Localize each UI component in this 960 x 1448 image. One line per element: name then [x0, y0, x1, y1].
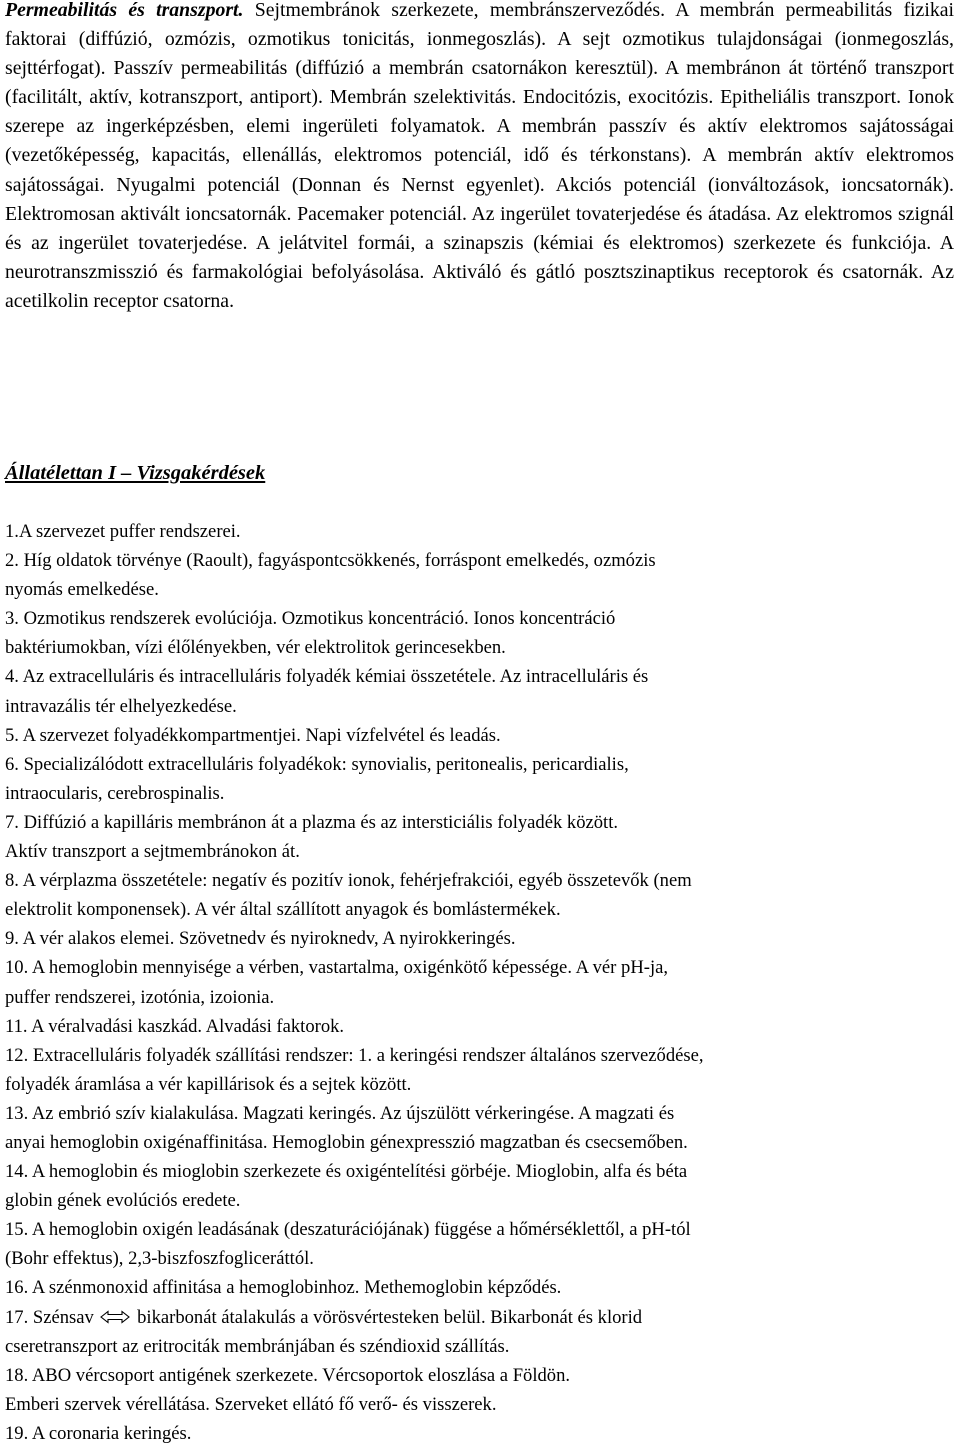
question-item	[5, 808, 954, 866]
question-list	[5, 517, 954, 1448]
document-page	[5, 0, 954, 1444]
question-line: 4. Az extracelluláris és intracelluláris folyadék kémiai összetétele. Az intracelluláris és	[5, 666, 649, 688]
question-line: folyadék áramlása a vér kapillárisok és a sejtek között.	[5, 1073, 412, 1095]
question-line: anyai hemoglobin oxigénaffinitása. Hemoglobin génexpresszió magzatban és csecsemőben.	[5, 1131, 688, 1153]
question-line: baktériumokban, vízi élőlényekben, vér elektrolitok gerincesekben.	[5, 637, 506, 659]
question-line: 13. Az embrió szív kialakulása. Magzati keringés. Az újszülött vérkeringése. A magzati és	[5, 1102, 675, 1124]
question-line: 9. A vér alakos elemei. Szövetnedv és nyiroknedv, A nyirokkeringés.	[5, 928, 516, 950]
question-line: nyomás emelkedése.	[5, 579, 159, 601]
question-line: 18. ABO vércsoport antigének szerkezete. Vércsoportok eloszlása a Földön.	[5, 1364, 571, 1386]
question-line: 2. Híg oldatok törvénye (Raoult), fagyáspontcsökkenés, forráspont emelkedés, ozmózis	[5, 550, 656, 572]
question-line: 6. Specializálódott extracelluláris folyadékok: synovialis, peritonealis, pericardialis,	[5, 753, 629, 775]
question-item	[5, 750, 954, 808]
intro-lead: Permeabilitás és transzport.	[5, 0, 244, 21]
double-headed-arrow-icon	[100, 1310, 130, 1324]
question-item	[5, 1099, 954, 1157]
question-line: 11. A véralvadási kaszkád. Alvadási faktorok.	[5, 1015, 345, 1037]
question-item	[5, 546, 954, 604]
question-line: 1.A szervezet puffer rendszerei.	[5, 521, 241, 542]
question-item	[5, 953, 954, 1011]
question-line: 8. A vérplazma összetétele: negatív és pozitív ionok, fehérjefrakciói, egyéb összetevők (nem	[5, 870, 692, 892]
question-line: cseretranszport az eritrociták membránjában és széndioxid szállítás.	[5, 1335, 510, 1357]
question-item	[5, 924, 954, 953]
question-line: globin gének evolúciós eredete.	[5, 1190, 241, 1212]
question-line: 10. A hemoglobin mennyisége a vérben, vastartalma, oxigénkötő képessége. A vér pH-ja,	[5, 957, 669, 979]
intro-text: Sejtmembránok szerkezete, membránszerveződés. A membrán permeabilitás fizikai faktorai (diffúzió, ozmózis, ozmotikus tonicitás, ionmegoszlás). A sejt ozmotikus tulajdonságai (ionmegoszlás, sejttérfogat). Passzív permeabilitás (diffúzió a membrán csatornákon keresztül). A membránon át történő transzport (facilitált, aktív, kotranszport, antiport). Membrán szelektivitás. Endocitózis, exocitózis. Epitheliális transzport. Ionok szerepe az ingerképzésben, elemi ingerületi folyamatok. A membrán passzív és aktív elektromos sajátosságai (vezetőképesség, kapacitás, ellenállás, elektromos potenciál, idő és térkonstans). A membrán aktív elektromos sajátosságai. Nyugalmi potenciál (Donnan és Nernst egyenlet). Akciós potenciál (ionváltozások, ioncsatornák). Elektromosan aktivált ioncsatornák. Pacemaker potenciál. Az ingerület tovaterjedése és átadása. Az elektromos szignál és az ingerület tovaterjedése. A jelátvitel formái, a szinapszis (kémiai és elektromos) szerkezete és funkciója. A neurotranszmisszió és farmakológiai befolyásolása. Aktiváló és gátló posztszinaptikus receptorok és csatornák. Az acetilkolin receptor csatorna.	[5, 0, 954, 312]
exam-title: Állatélettan I – Vizsgakérdések	[5, 462, 266, 484]
question-text-after-arrow: bikarbonát átalakulás a vörösvértesteken belül. Bikarbonát és klorid	[132, 1306, 643, 1328]
question-line: 15. A hemoglobin oxigén leadásának (deszaturációjának) függése a hőmérséklettől, a pH-tól	[5, 1219, 691, 1241]
question-line: 7. Diffúzió a kapilláris membránon át a plazma és az intersticiális folyadék között.	[5, 811, 619, 833]
question-line: 14. A hemoglobin és mioglobin szerkezete és oxigéntelítési görbéje. Mioglobin, alfa és béta	[5, 1161, 688, 1183]
intro-paragraph	[5, 0, 954, 316]
question-item	[5, 1419, 954, 1448]
question-line: elektrolit komponensek). A vér által szállított anyagok és bomlástermékek.	[5, 899, 561, 921]
question-line: 12. Extracelluláris folyadék szállítási rendszer: 1. a keringési rendszer általános szerveződése,	[5, 1044, 704, 1066]
question-line	[5, 1303, 954, 1332]
question-item	[5, 517, 954, 546]
question-line: intraocularis, cerebrospinalis.	[5, 782, 225, 804]
question-line: Emberi szervek vérellátása. Szerveket ellátó fő verő- és visszerek.	[5, 1393, 497, 1415]
question-line: (Bohr effektus), 2,3-biszfoszfogliceráttól.	[5, 1248, 314, 1270]
question-item	[5, 866, 954, 924]
question-item	[5, 721, 954, 750]
question-line: puffer rendszerei, izotónia, izoionia.	[5, 986, 275, 1008]
question-item	[5, 662, 954, 720]
question-item	[5, 1041, 954, 1099]
question-line: intravazális tér elhelyezkedése.	[5, 695, 237, 717]
question-item	[5, 604, 954, 662]
question-line: 16. A szénmonoxid affinitása a hemoglobinhoz. Methemoglobin képződés.	[5, 1277, 562, 1299]
question-line: 5. A szervezet folyadékkompartmentjei. Napi vízfelvétel és leadás.	[5, 724, 501, 746]
question-line: Aktív transzport a sejtmembránokon át.	[5, 841, 300, 863]
question-line: 19. A coronaria keringés.	[5, 1422, 192, 1444]
question-item	[5, 1361, 954, 1419]
question-item	[5, 1012, 954, 1041]
question-item	[5, 1157, 954, 1215]
question-line: 3. Ozmotikus rendszerek evolúciója. Ozmotikus koncentráció. Ionos koncentráció	[5, 608, 616, 630]
question-item	[5, 1273, 954, 1302]
question-text-before-arrow: 17. Szénsav	[5, 1306, 99, 1328]
question-item	[5, 1215, 954, 1273]
question-item	[5, 1303, 954, 1361]
